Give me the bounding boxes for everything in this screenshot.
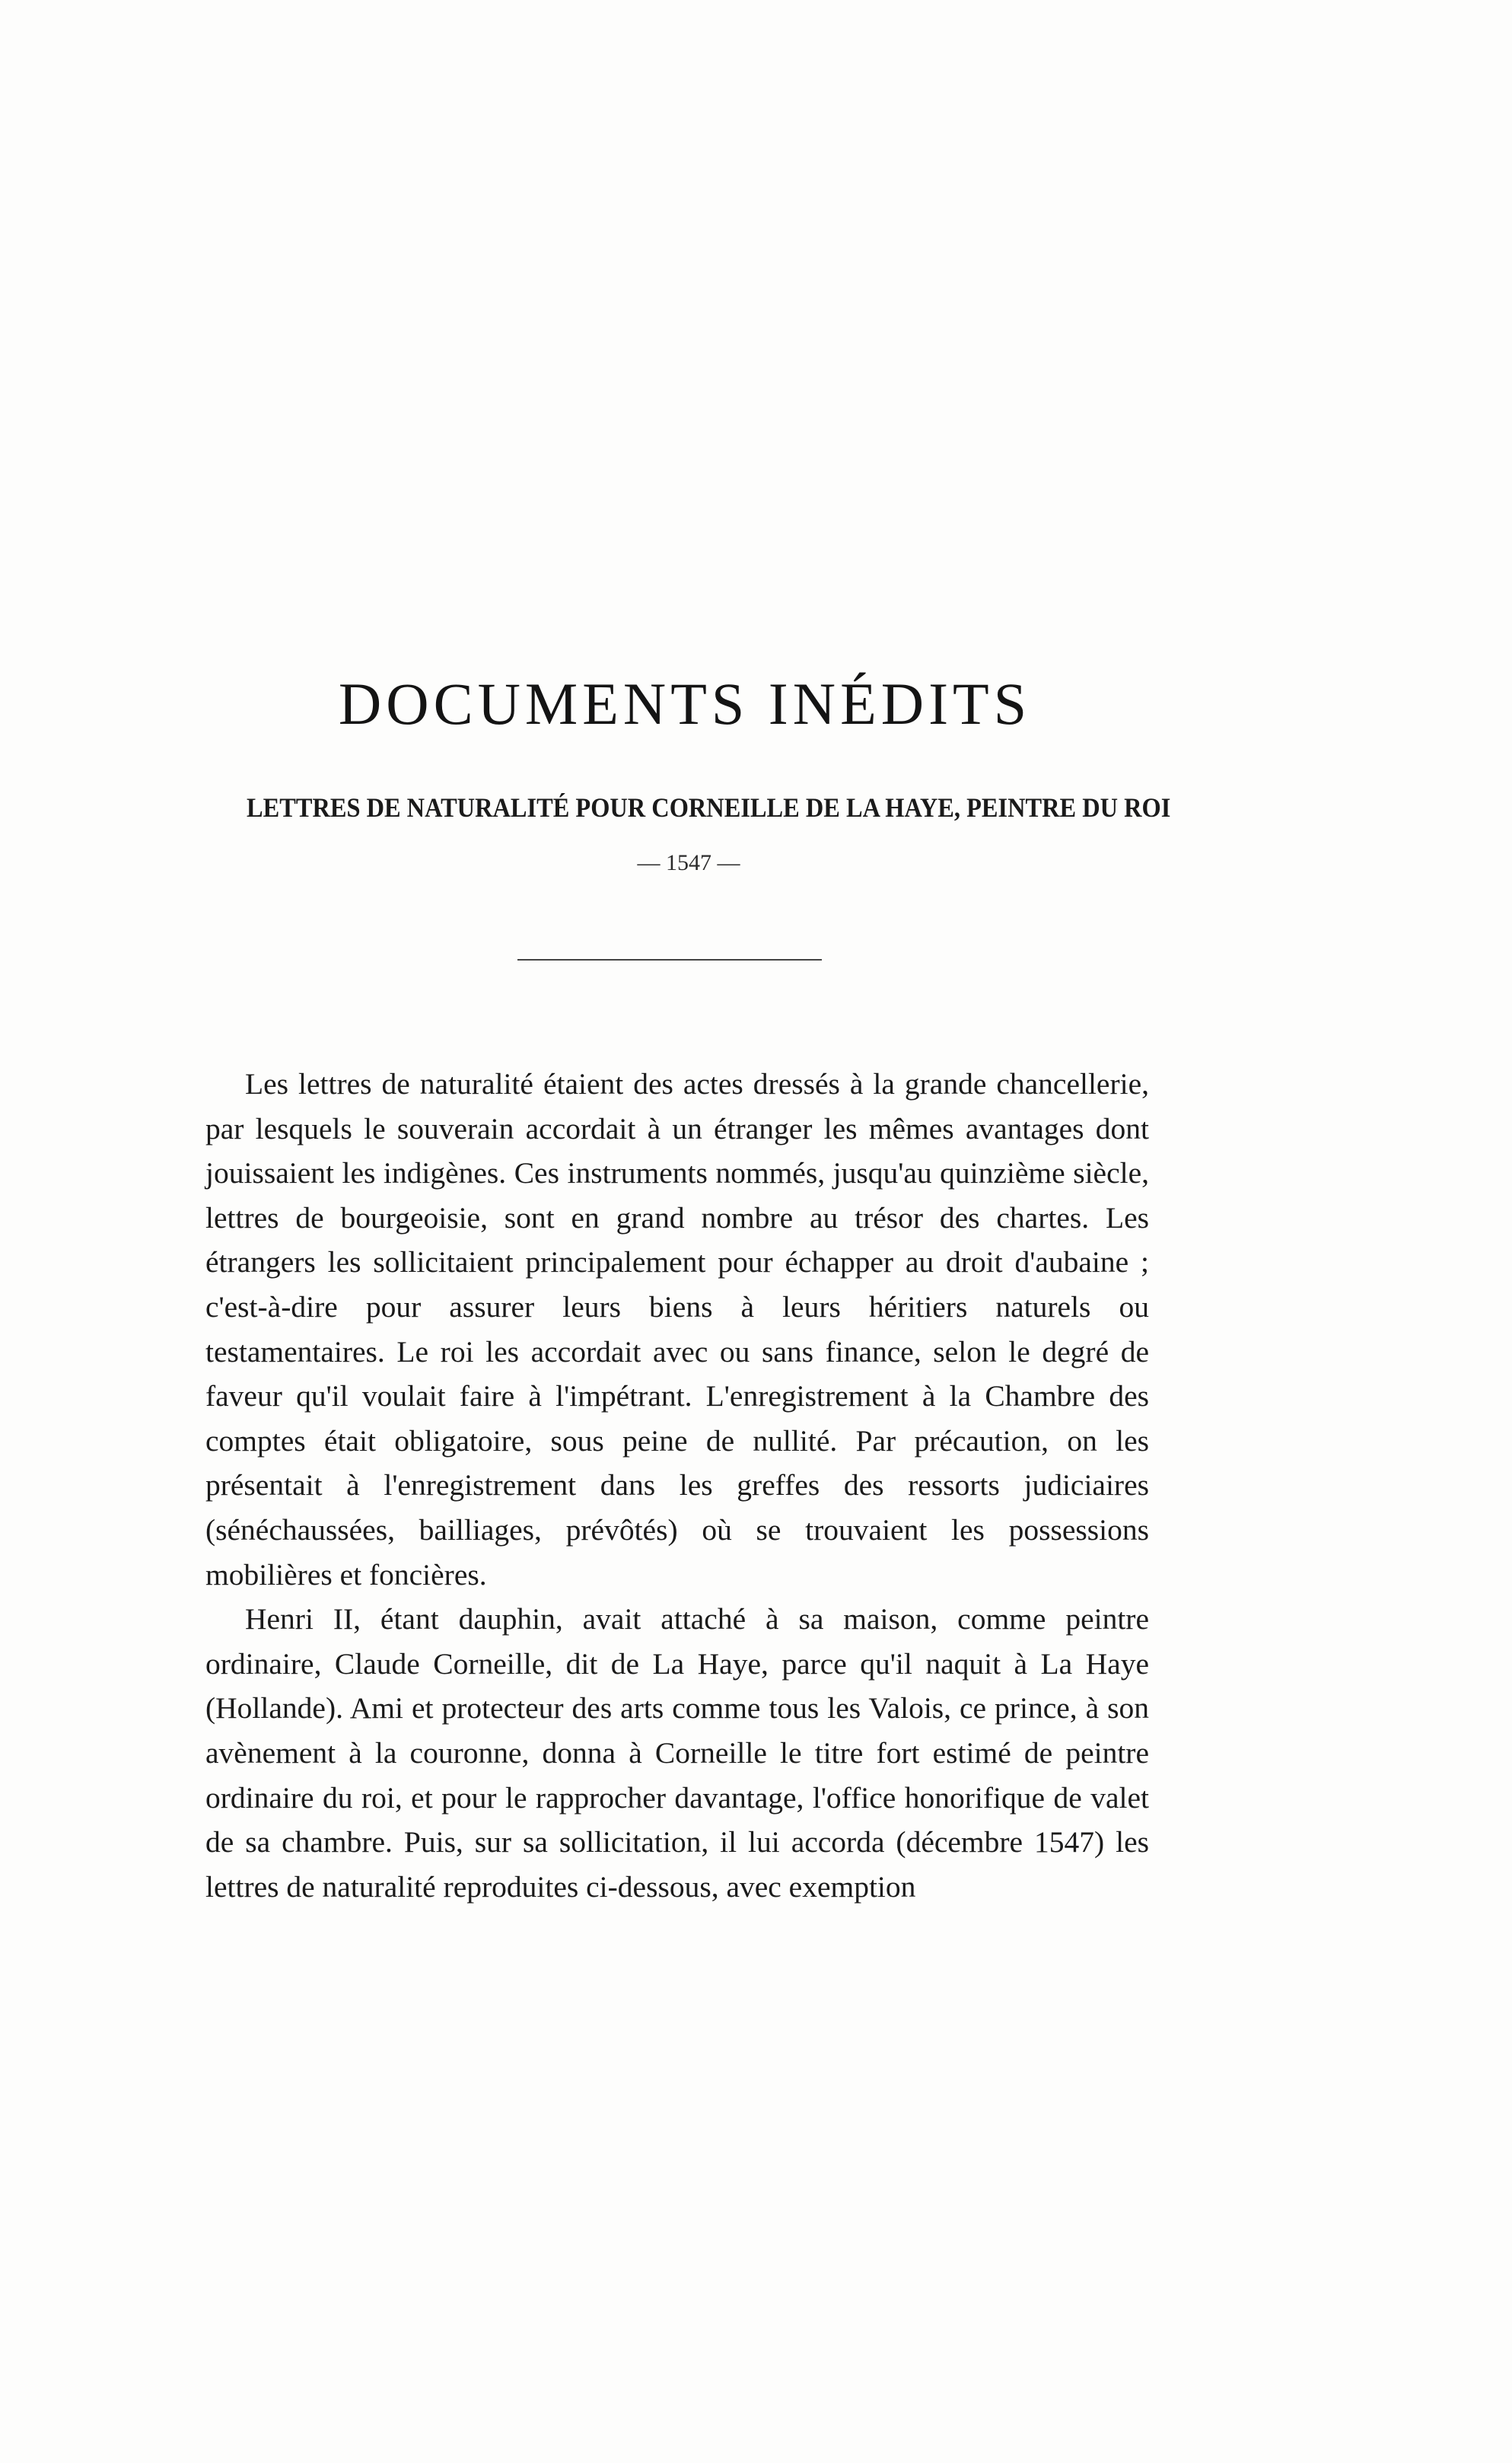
document-date: — 1547 — — [637, 850, 740, 875]
body-text — [205, 1062, 1149, 1909]
section-divider — [517, 959, 822, 961]
paragraph-2: Henri II, étant dauphin, avait attaché à sa maison, comme peintre ordinaire, Claude Corneille, dit de La Haye, parce qu'il naquit à La Haye (Hollande). Ami et protecteur des arts comme tous les Valois, ce prince, à son avènement à la couronne, donna à Corneille le titre fort estimé de peintre ordinaire du roi, et pour le rapprocher davantage, l'office honorifique de valet de sa chambre. Puis, sur sa sollicitation, il lui accorda (décembre 1547) les lettres de naturalité reproduites ci-dessous, avec exemption — [205, 1602, 1149, 1904]
document-subtitle: LETTRES DE NATURALITÉ POUR CORNEILLE DE LA HAYE, PEINTRE DU ROI — [247, 792, 1171, 823]
page-title: DOCUMENTS INÉDITS — [338, 671, 1032, 737]
paragraph-1: Les lettres de naturalité étaient des actes dressés à la grande chancellerie, par lesquels le souverain accordait à un étranger les mêmes avantages dont jouissaient les indigènes. Ces instruments nommés, jusqu'au quinzième siècle, lettres de bourgeoisie, sont en grand nombre au trésor des chartes. Les étrangers les sollicitaient principalement pour échapper au droit d'aubaine ; c'est-à-dire pour assurer leurs biens à leurs héritiers naturels ou testamentaires. Le roi les accordait avec ou sans finance, selon le degré de faveur qu'il voulait faire à l'impétrant. L'enregistrement à la Chambre des comptes était obligatoire, sous peine de nullité. Par précaution, on les présentait à l'enregistrement dans les greffes des ressorts judiciaires (sénéchaussées, bailliages, prévôtés) où se trouvaient les possessions mobilières et foncières. — [205, 1067, 1149, 1592]
